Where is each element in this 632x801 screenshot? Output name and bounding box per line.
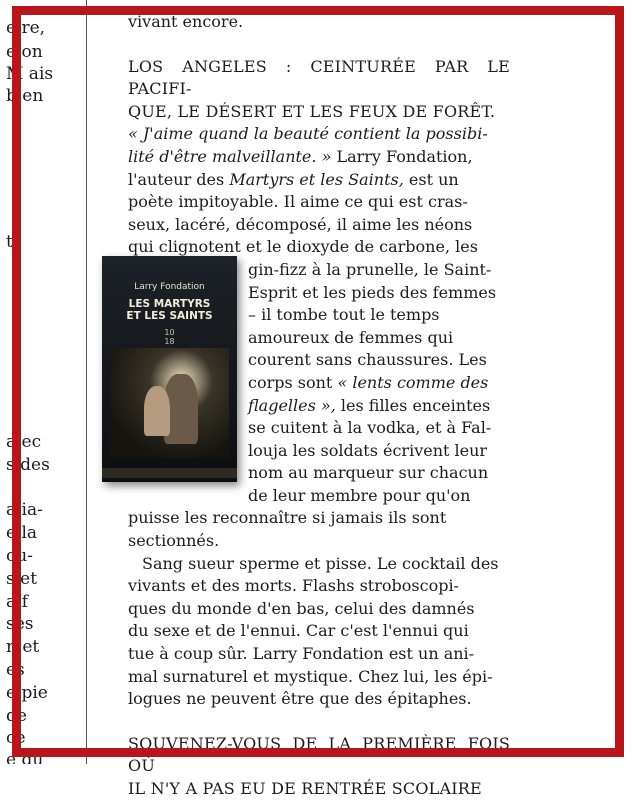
body-line: logues ne peuvent être que des épitaphes.: [128, 689, 472, 709]
quote-tail: Larry Fondation,: [331, 146, 473, 166]
body-line: poète impitoyable. Il aime ce qui est cras-: [128, 192, 468, 212]
wrap-italic-2: flagelles »,: [248, 395, 336, 415]
body-line: sectionnés.: [128, 531, 220, 551]
left-fragment: M ais: [6, 64, 54, 84]
left-fragment: a ec: [6, 432, 42, 452]
body-line: qui clignotent et le dioxyde de carbone, les: [128, 237, 478, 257]
author-line-pre: l'auteur des: [128, 169, 230, 189]
left-fragment: s des: [6, 455, 50, 475]
wrap-italic-pre: corps sont: [248, 372, 338, 392]
section1-heading-1: LOS ANGELES : CEINTURÉE PAR LE PACIFI-: [128, 56, 510, 99]
wrap-line: – il tombe tout le temps: [248, 305, 440, 325]
body-line: mal surnaturel et mystique. Chez lui, les épi-: [128, 666, 493, 686]
body-line: puisse les reconnaître si jamais ils sont: [128, 508, 447, 528]
wrap-italic-1: « lents comme des: [337, 372, 489, 392]
left-fragment: b en: [6, 86, 44, 106]
section1-heading-2: QUE, LE DÉSERT ET LES FEUX DE FORÊT.: [128, 101, 496, 121]
body-line: Sang sueur sperme et pisse. Le cocktail des: [142, 553, 499, 573]
left-fragment: ce: [6, 728, 26, 748]
left-fragment: s et: [6, 569, 38, 589]
left-fragment: a ia-: [6, 500, 43, 520]
body-line: seux, lacéré, décomposé, il aime les néons: [128, 214, 473, 234]
left-fragment: es: [6, 660, 25, 680]
body-line: vivants et des morts. Flashs stroboscopi-: [128, 576, 459, 596]
left-fragment: e pie: [6, 683, 48, 703]
wrap-line: louja les soldats écrivent leur: [248, 440, 488, 460]
wrap-line: Esprit et les pieds des femmes: [248, 282, 497, 302]
cover-title-line-1: LES MARTYRS: [128, 298, 211, 310]
wrap-line: de leur membre pour qu'on: [248, 485, 471, 505]
cover-publisher-logo: 10 18: [164, 328, 175, 346]
wrap-line: gin-fizz à la prunelle, le Saint-: [248, 259, 492, 279]
highlight-frame: [12, 6, 624, 757]
left-fragment: ses: [6, 614, 34, 634]
quote-line-1: « J'aime quand la beauté contient la possibi-: [128, 124, 488, 144]
left-fragment: e re,: [6, 18, 46, 38]
author-line-post: est un: [403, 169, 459, 189]
quote-line-2: lité d'être malveillante. »: [128, 146, 332, 166]
book-title-inline: Martyrs et les Saints,: [229, 169, 404, 189]
wrap-line: courent sans chaussures. Les: [248, 350, 487, 370]
body-line: tue à coup sûr. Larry Fondation est un ani-: [128, 644, 475, 664]
left-fragment: e on: [6, 42, 43, 62]
wrap-line: se cuitent à la vodka, et à Fal-: [248, 418, 492, 438]
left-fragment: t: [6, 232, 13, 252]
section2-heading-2: IL N'Y A PAS EU DE RENTRÉE SCOLAIRE: [128, 779, 482, 798]
cover-title-line-2: ET LES SAINTS: [126, 310, 213, 322]
intro-line: vivant encore.: [128, 12, 244, 31]
wrap-line: amoureux de femmes qui: [248, 327, 454, 347]
body-line: du sexe et de l'ennui. Car c'est l'ennui qui: [128, 621, 469, 641]
left-fragment: ou-: [6, 546, 33, 566]
left-fragment: e la: [6, 523, 38, 543]
left-fragment: de: [6, 706, 27, 726]
wrap-italic-2-post: les filles enceintes: [335, 395, 491, 415]
left-fragment: aïf: [6, 592, 28, 612]
section2-heading-1: SOUVENEZ-VOUS DE LA PREMIÈRE FOIS OÙ: [128, 733, 510, 776]
cover-author: Larry Fondation: [134, 282, 205, 292]
body-line: ques du monde d'en bas, celui des damnés: [128, 598, 475, 618]
left-fragment: e du: [6, 750, 44, 764]
left-fragment: n et: [6, 637, 40, 657]
wrap-line: nom au marqueur sur chacun: [248, 463, 489, 483]
